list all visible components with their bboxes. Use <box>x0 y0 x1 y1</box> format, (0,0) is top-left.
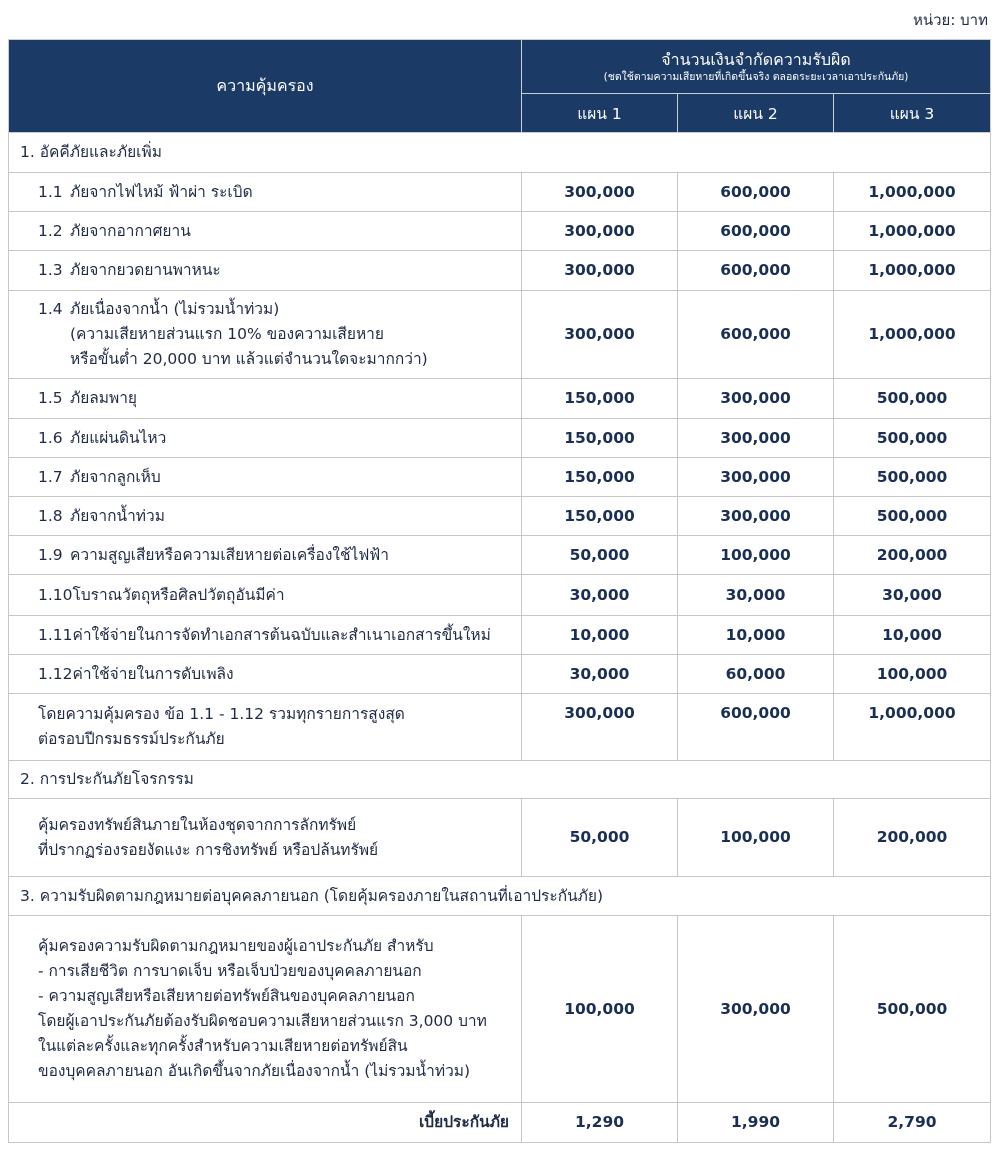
plan-3-value: 500,000 <box>834 497 991 536</box>
plan-2-value: 300,000 <box>678 497 834 536</box>
item-text: คุ้มครองความรับผิดตามกฎหมายของผู้เอาประกันภัย สำหรับ <box>38 937 434 955</box>
plan-3-value: 1,000,000 <box>834 173 991 212</box>
plan-3-value: 30,000 <box>834 575 991 616</box>
item-text: โดยความคุ้มครอง ข้อ 1.1 - 1.12 รวมทุกรายการสูงสุด <box>38 705 405 723</box>
plan-2-value: 300,000 <box>678 379 834 419</box>
plan-2-value: 600,000 <box>678 173 834 212</box>
coverage-label-cell <box>9 173 522 212</box>
item-number: 1.1 <box>38 182 63 201</box>
item-line <box>38 623 521 648</box>
plan-3-value: 1,000,000 <box>834 251 991 291</box>
plan-2-value: 600,000 <box>678 291 834 379</box>
coverage-label-cell <box>9 616 522 655</box>
table-row <box>9 536 991 575</box>
item-line <box>38 465 521 490</box>
coverage-label-cell <box>9 916 522 1103</box>
item-text: ในแต่ละครั้งและทุกครั้งสำหรับความเสียหายต่อทรัพย์สิน <box>38 1037 408 1055</box>
section-title: 3. ความรับผิดตามกฎหมายต่อบุคคลภายนอก (โดยคุ้มครองภายในสถานที่เอาประกันภัย) <box>9 877 991 916</box>
limit-subtitle: (ชดใช้ตามความเสียหายที่เกิดขึ้นจริง ตลอดระยะเวลาเอาประกันภัย) <box>603 70 909 83</box>
limit-title: จำนวนเงินจำกัดความรับผิด <box>661 49 851 69</box>
plan-3-value: 500,000 <box>834 916 991 1103</box>
item-text: (ความเสียหายส่วนแรก 10% ของความเสียหาย <box>70 325 384 343</box>
table-row <box>9 173 991 212</box>
plan-1-value: 150,000 <box>522 458 678 497</box>
plan-2-value: 300,000 <box>678 916 834 1103</box>
plan-1-value: 300,000 <box>522 251 678 291</box>
plan-1-value: 300,000 <box>522 291 678 379</box>
item-text: ภัยจากน้ำท่วม <box>70 506 165 525</box>
plan-2-value: 10,000 <box>678 616 834 655</box>
plan-2-value: 100,000 <box>678 799 834 877</box>
plan-3-value: 10,000 <box>834 616 991 655</box>
plan-1-value: 30,000 <box>522 575 678 616</box>
table-row <box>9 251 991 291</box>
item-number: 1.6 <box>38 428 63 447</box>
item-line <box>38 258 521 283</box>
coverage-label-cell <box>9 291 522 379</box>
item-number: 1.10 <box>38 585 73 604</box>
coverage-label-cell <box>9 458 522 497</box>
table-row <box>9 616 991 655</box>
item-line <box>38 504 521 529</box>
item-line <box>38 583 521 608</box>
table-row <box>9 212 991 251</box>
coverage-label-cell <box>9 497 522 536</box>
premium-row <box>9 1103 991 1143</box>
item-text: โดยผู้เอาประกันภัยต้องรับผิดชอบความเสียหายส่วนแรก 3,000 บาท <box>38 1012 487 1030</box>
plan-1-value: 300,000 <box>522 212 678 251</box>
table-row <box>9 799 991 877</box>
coverage-label-cell <box>9 799 522 877</box>
item-number: 1.2 <box>38 221 63 240</box>
item-text: ค่าใช้จ่ายในการดับเพลิง <box>72 664 234 683</box>
coverage-label-cell <box>9 575 522 616</box>
plan-1-value: 150,000 <box>522 379 678 419</box>
item-text: - การเสียชีวิต การบาดเจ็บ หรือเจ็บป่วยของบุคคลภายนอก <box>38 962 422 980</box>
item-number: 1.12 <box>38 664 73 683</box>
plan-1-value: 10,000 <box>522 616 678 655</box>
item-number: 1.5 <box>38 389 63 407</box>
table-row <box>9 291 991 379</box>
plan-2-value: 60,000 <box>678 655 834 694</box>
table-row <box>9 916 991 1103</box>
item-number: 1.8 <box>38 506 63 525</box>
premium-plan-3: 2,790 <box>834 1103 991 1143</box>
premium-label: เบี้ยประกันภัย <box>9 1103 522 1143</box>
plan-3-value: 200,000 <box>834 799 991 877</box>
item-text: ภัยเนื่องจากน้ำ (ไม่รวมน้ำท่วม) <box>70 300 280 318</box>
table-row <box>9 497 991 536</box>
coverage-label-cell <box>9 212 522 251</box>
item-text: ภัยจากยวดยานพาหนะ <box>70 261 221 279</box>
table-row <box>9 575 991 616</box>
plan-1-value: 150,000 <box>522 497 678 536</box>
plan-3-value: 1,000,000 <box>834 291 991 379</box>
plan-1-value: 150,000 <box>522 419 678 458</box>
plan-2-value: 300,000 <box>678 419 834 458</box>
plan-3-value: 100,000 <box>834 655 991 694</box>
item-line <box>38 219 521 244</box>
item-text: ภัยจากไฟไหม้ ฟ้าผ่า ระเบิด <box>70 182 253 201</box>
table-row <box>9 694 991 761</box>
item-number: 1.9 <box>38 545 63 564</box>
item-text: ภัยแผ่นดินไหว <box>70 428 167 447</box>
item-text: ต่อรอบปีกรมธรรม์ประกันภัย <box>38 730 225 748</box>
plan-header-1: แผน 1 <box>522 94 678 133</box>
plan-3-value: 500,000 <box>834 458 991 497</box>
item-text: หรือขั้นต่ำ 20,000 บาท แล้วแต่จำนวนใดจะมากกว่า) <box>70 350 428 368</box>
item-number: 1.11 <box>38 625 73 644</box>
coverage-label-cell <box>9 251 522 291</box>
plan-3-value: 1,000,000 <box>834 212 991 251</box>
item-line <box>38 426 521 451</box>
plan-3-value: 1,000,000 <box>834 694 991 761</box>
section-header-row <box>9 877 991 916</box>
table-row <box>9 655 991 694</box>
plan-1-value: 100,000 <box>522 916 678 1103</box>
coverage-label-cell <box>9 379 522 419</box>
item-line <box>38 297 521 322</box>
item-text: โบราณวัตถุหรือศิลปวัตถุอันมีค่า <box>72 585 285 604</box>
item-number: 1.3 <box>38 261 63 279</box>
premium-plan-1: 1,290 <box>522 1103 678 1143</box>
section-header-row <box>9 133 991 173</box>
item-text: ค่าใช้จ่ายในการจัดทำเอกสารต้นฉบับและสำเนาเอกสารขึ้นใหม่ <box>72 625 491 644</box>
plan-2-value: 600,000 <box>678 212 834 251</box>
coverage-column-header: ความคุ้มครอง <box>9 40 522 133</box>
plan-header-2: แผน 2 <box>678 94 834 133</box>
item-line <box>38 543 521 568</box>
item-number: 1.4 <box>38 300 63 318</box>
coverage-label-cell <box>9 419 522 458</box>
section-title: 1. อัคคีภัยและภัยเพิ่ม <box>9 133 991 173</box>
item-text: ภัยจากลูกเห็บ <box>70 467 161 486</box>
item-number: 1.7 <box>38 467 63 486</box>
premium-plan-2: 1,990 <box>678 1103 834 1143</box>
item-line <box>38 180 521 205</box>
plan-2-value: 300,000 <box>678 458 834 497</box>
coverage-label-cell <box>9 694 522 761</box>
coverage-table <box>8 39 991 1143</box>
item-text: ภัยลมพายุ <box>70 389 138 407</box>
item-text: ความสูญเสียหรือความเสียหายต่อเครื่องใช้ไฟฟ้า <box>70 545 389 564</box>
coverage-label-cell <box>9 655 522 694</box>
plan-1-value: 50,000 <box>522 799 678 877</box>
plan-2-value: 30,000 <box>678 575 834 616</box>
table-row <box>9 419 991 458</box>
item-text: ภัยจากอากาศยาน <box>70 221 191 240</box>
plan-3-value: 200,000 <box>834 536 991 575</box>
plan-2-value: 600,000 <box>678 251 834 291</box>
section-title: 2. การประกันภัยโจรกรรม <box>9 761 991 799</box>
item-text: - ความสูญเสียหรือเสียหายต่อทรัพย์สินของบุคคลภายนอก <box>38 987 415 1005</box>
plan-3-value: 500,000 <box>834 419 991 458</box>
limit-column-header <box>522 40 991 94</box>
plan-1-value: 50,000 <box>522 536 678 575</box>
plan-2-value: 100,000 <box>678 536 834 575</box>
item-text: ที่ปรากฏร่องรอยงัดแงะ การชิงทรัพย์ หรือปล้นทรัพย์ <box>38 840 379 859</box>
plan-1-value: 300,000 <box>522 173 678 212</box>
plan-1-value: 30,000 <box>522 655 678 694</box>
plan-header-3: แผน 3 <box>834 94 991 133</box>
coverage-label-cell <box>9 536 522 575</box>
plan-1-value: 300,000 <box>522 694 678 761</box>
item-line <box>38 386 521 411</box>
section-header-row <box>9 761 991 799</box>
unit-label: หน่วย: บาท <box>912 11 988 29</box>
item-text: คุ้มครองทรัพย์สินภายในห้องชุดจากการลักทรัพย์ <box>38 815 357 834</box>
table-row <box>9 379 991 419</box>
plan-2-value: 600,000 <box>678 694 834 761</box>
item-text: ของบุคคลภายนอก อันเกิดขึ้นจากภัยเนื่องจากน้ำ (ไม่รวมน้ำท่วม) <box>38 1062 471 1080</box>
item-line <box>38 662 521 687</box>
plan-3-value: 500,000 <box>834 379 991 419</box>
table-row <box>9 458 991 497</box>
